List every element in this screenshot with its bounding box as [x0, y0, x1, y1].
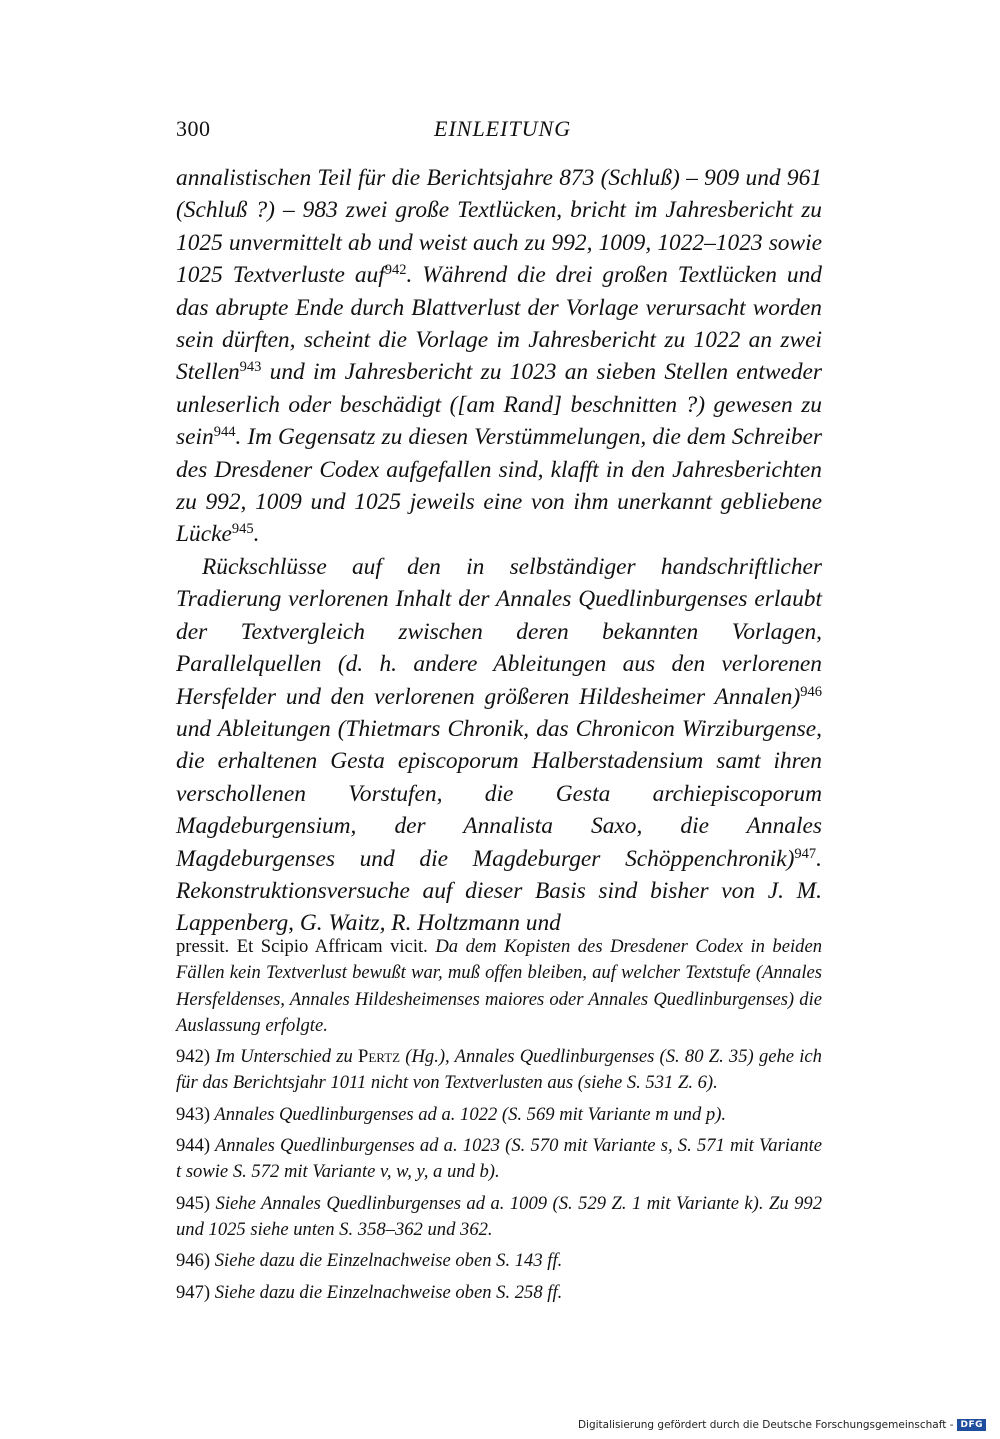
- footnote-ref-943: 943: [239, 359, 262, 376]
- text-run: annalistischen Teil für die Berichtsjahre 873 (Schluß) – 909 und 961 (Schluß ?) – 983 zwei große Textlücken, bricht im Jahresbericht zu 1025 unvermittelt ab und weist auch zu 992, 1009, 1022–1023 sowie 1025 Textverluste auf: [176, 165, 822, 289]
- text-run: pressit. Et Scipio Affricam vicit.: [176, 936, 436, 957]
- footnote-ref-947: 947: [794, 845, 817, 862]
- text-run: (Hg.), Annales Quedlinburgenses (S. 80 Z. 35) gehe ich für das Berichtsjahr 1011 nicht von Textverlusten aus (siehe S. 531 Z. 6).: [176, 1046, 822, 1094]
- page-number: 300: [176, 116, 211, 141]
- footnotes: [176, 934, 822, 1311]
- running-head: EINLEITUNG: [434, 116, 572, 141]
- credit-text: Digitalisierung gefördert durch die Deutsche Forschungsgemeinschaft -: [577, 1419, 954, 1431]
- main-text: [176, 162, 822, 940]
- dfg-logo: DFG: [957, 1419, 986, 1431]
- text-run: . Im Gegensatz zu diesen Verstümmelungen, die dem Schreiber des Dresdener Codex aufgefallen sind, klafft in den Jahresberichten zu 992, 1009 und 1025 jeweils eine von ihm unerkannt gebliebene Lücke: [176, 424, 822, 548]
- footnote-ref-944: 944: [213, 424, 236, 441]
- footnote-continuation: [176, 934, 822, 1039]
- text-run: und Ableitungen (Thietmars Chronik, das Chronicon Wirziburgense, die erhaltenen Gesta episcoporum Halberstadensium samt ihren verschollenen Vorstufen, die Gesta archiepiscoporum Magdeburgensium, der Annalista Saxo, die Annales Magdeburgenses und die Magdeburger Schöppenchronik): [176, 715, 822, 872]
- text-run: Siehe Annales Quedlinburgenses ad a. 1009 (S. 529 Z. 1 mit Variante k). Zu 992 und 1025 siehe unten S. 358–362 und 362.: [176, 1192, 822, 1240]
- text-run: Siehe dazu die Einzelnachweise oben S. 143 ff.: [210, 1250, 563, 1272]
- text-run: Siehe dazu die Einzelnachweise oben S. 258 ff.: [210, 1281, 563, 1303]
- text-run: Da dem Kopisten des Dresdener Codex in beiden Fällen kein Textverlust bewußt war, muß offen bleiben, auf welcher Textstufe (Annales Hersfeldenses, Annales Hildesheimenses maiores oder Annales Quedlinburgenses) die Auslassung erfolgte.: [176, 936, 822, 1036]
- text-run: Rückschlüsse auf den in selbständiger handschriftlicher Tradierung verlorenen Inhalt der Annales Quedlinburgenses erlaubt der Textvergleich zwischen deren bekannten Vorlagen, Parallelquellen (d. h. andere Ableitungen aus den verlorenen Hersfelder und den verlorenen größeren Hildesheimer Annalen): [176, 553, 822, 710]
- footnote-number: 946): [176, 1250, 211, 1272]
- footnote-944: [176, 1133, 822, 1186]
- text-run: Im Unterschied zu: [210, 1046, 359, 1068]
- text-run: .: [253, 521, 260, 548]
- footnote-946: [176, 1248, 822, 1274]
- paragraph-2: [176, 551, 822, 940]
- footnote-947: [176, 1280, 822, 1306]
- text-run: Annales Quedlinburgenses ad a. 1022 (S. 569 mit Variante m und p).: [210, 1103, 727, 1125]
- author-name: Pertz: [358, 1046, 401, 1068]
- page-header: [176, 112, 826, 146]
- footnote-ref-942: 942: [384, 262, 407, 279]
- text-run: Annales Quedlinburgenses ad a. 1023 (S. 570 mit Variante s, S. 571 mit Variante t sowie S. 572 mit Variante v, w, y, a und b).: [176, 1135, 822, 1183]
- footnote-943: [176, 1102, 822, 1128]
- footnote-number: 947): [176, 1281, 211, 1303]
- footnote-number: 945): [176, 1192, 211, 1214]
- footnote-ref-945: 945: [231, 521, 254, 538]
- text-run: und im Jahresbericht zu 1023 an sieben Stellen entweder unleserlich oder beschädigt ([am Rand] beschnitten ?) gewesen zu sein: [176, 359, 822, 451]
- footnote-number: 944): [176, 1135, 211, 1157]
- footnote-ref-946: 946: [800, 683, 822, 700]
- footnote-number: 942): [176, 1046, 211, 1068]
- footnote-number: 943): [176, 1103, 211, 1125]
- text-run: . Während die drei großen Textlücken und das abrupte Ende durch Blattverlust der Vorlage verursacht worden sein dürften, scheint die Vorlage im Jahresbericht zu 1022 an zwei Stellen: [176, 262, 822, 386]
- footnote-945: [176, 1191, 822, 1244]
- footnote-942: [176, 1044, 822, 1097]
- paragraph-1: [176, 162, 822, 551]
- text-run: . Rekonstruktionsversuche auf dieser Basis sind bisher von J. M. Lappenberg, G. Waitz, R. Holtzmann und: [176, 845, 822, 937]
- digitization-credit: [578, 1419, 986, 1431]
